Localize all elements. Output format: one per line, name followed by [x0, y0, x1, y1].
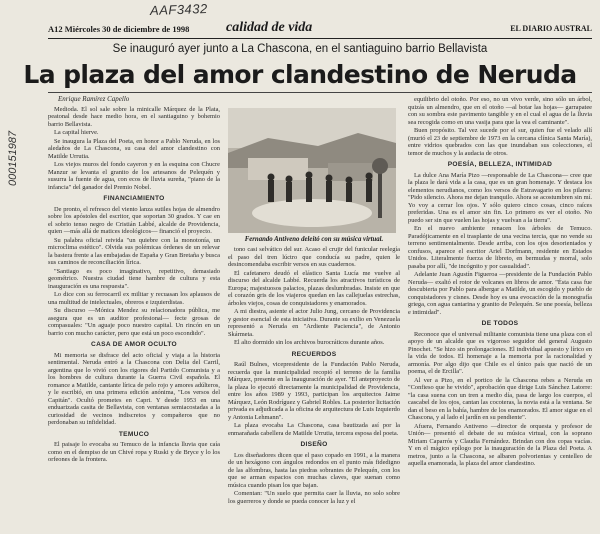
photo-illustration [228, 108, 396, 233]
section-title: calidad de vida [226, 20, 313, 35]
paragraph: Los diseñadores dicen que el paso copado en 1991, a la manera de un hexágono con ángulos redondos en el punto más fidedigno de las alfombras, hasta las piedras sobrantes de Pelequén, con los que se arman espacios con muchas claves, que suenan como música cuando pisan los que bajan. [228, 451, 400, 489]
article-column-3 [408, 96, 592, 534]
header-date: A12 Miércoles 30 de diciembre de 1998 [48, 24, 190, 34]
page-header [48, 22, 592, 39]
paragraph: El paisaje lo evocaba su Temuco de la infancia lluvia que caía como en el dempiso de un Chivé ropa y Ruski y de Bryce y lo los orfeones de la frontera. [48, 441, 220, 463]
paragraph: Adelante Juan Agustín Figueroa —presidente de la Fundación Pablo Neruda— exaltó el rotor de volcanes en libros de amor. "Ésta casa fue descubierta por Pablo para albergar a Matilde, un escogido y pueblo de conquistadores y cisnes. Desde hoy es una evocación de la monografía griega, con agua cantarina y granito de Pelequén. Se une poesía, belleza e intimidad". [408, 271, 592, 316]
paragraph: La capital hierve. [54, 129, 99, 136]
paragraph: De pronto, el refresco del viento lanza sutiles hojas de almendro sobre los apóstoles del escritor, que soportan 30 grados. Y cae en el sobrio tenso negro de Cristián Labbé, alcalde de Providencia, quien —más allá de matices ideológicos— financió el proyecto. [48, 205, 220, 235]
archive-stamp: AAF3432 [149, 0, 208, 19]
paragraph: El alto dormido sin los archivos burocráticos durante años. [234, 339, 385, 346]
paragraph: Lo dice con su ferrocarril ex militar y recuasan los aplausos de una multitud de intelectuales, obreros e izquierdistas. [48, 291, 220, 306]
article-kicker: Se inauguró ayer junto a La Chascona, en el santiaguino barrio Bellavista [112, 43, 488, 55]
paragraph: equilibrio del otoño. Por eso, no un vivo verde, sino sólo un árbol, quizás un almendro, que en el otoño —al botar las hojas— garrapatee con su sombra este pavimento tangible y en el cual el agua de la lluvia sea recogida como en una vasija para que la vea el caminante". [408, 96, 592, 126]
newspaper-name: EL DIARIO AUSTRAL [510, 24, 592, 33]
paragraph: Buen propósito. Tal vez sucede por el sur, quien fue el velado allí (murió el 23 de septiembre de 1973 en la cercana clínica Santa María), entre vidrios quebrados con las que inundaban sus colecciones, el temor de muchos y la audacia de otros. [408, 127, 592, 157]
paragraph: Se inaugura la Plaza del Poeta, en honor a Pablo Neruda, en los aledaños de La Chascona, su casa del amor clandestino con Matilde Urrutia. [48, 137, 220, 160]
paragraph: tono casi selvático del sur. Acaso el crujir del funicular reelegía el paso del tren lúctro que conducía su padre, quien le desincomendaba escribir versos en sus cuadernos. [228, 246, 400, 268]
subheading: FINANCIAMIENTO [103, 195, 165, 202]
paragraph: En el nuevo ambiente renacen los árboles de Temuco. Paradójicamente en el trasplante de una vecina tercia, que no vende su terreno sentimentalmente. Desde arriba, con los ojos desorientados y confusos, aparece el escritor Ariel Dorfmann, residente en Estados Unidos. Literalmente fuerza de libreto, en bermudas y morral, solo pasaba por allí, "de incógnito y por casualidad". [408, 225, 592, 270]
subheading: POESÍA, BELLEZA, INTIMIDAD [447, 161, 553, 168]
side-reference [3, 82, 17, 192]
paragraph: Comentan: "Un suelo que permita caer la lluvia, no solo sobre los guerreros y donde se pueda conocer la luz y el [228, 490, 400, 505]
article-column-2 [228, 246, 400, 534]
paragraph: Reconoce que el universal militante comunista tiene una plaza con el apoyo de un alcalde que es vigoroso seguidor del general Augusto Pinochet. "Se hizo sin prolongaciones. El individual apuesto y lírico en la vida de todos. El homenaje a la memoria por la racionalidad y armonía. Por algo dijo que Chile es el único país que nació de un poema, el de Ercilla". [408, 330, 592, 375]
paragraph: La dulce Ana María Pizo —responsable de La Chascona— cree que la plaza le dará vida a la casa, que es un gran homenaje. Y destaca los elementos nerudianos, como los versos de Estravagario en los pilares: "Pido silencio. Ahora me dejan tranquilo. Ahora se acostumbren sin mí. Yo voy a cerrar los ojos. Y sólo quiero cinco cosas, cinco raíces preferidas. Una es el amor sin fin. Lo primero es ver el otoño. No puedo ser sin que vuelen las hojas y vuelvan a la tierra". [408, 171, 592, 224]
article-byline: Enrique Ramírez Capello [58, 96, 130, 103]
article-photo [228, 108, 396, 233]
paragraph: A mi diestra, asiente el actor Julio Jung, cercano de Providencia y gestor esencial de esta iniciativa. Durante su exilio en Venezuela representó a Neruda en "Ardiente Paciencia", de Antonio Skármeta. [228, 308, 400, 338]
subheading: RECUERDOS [291, 350, 337, 358]
subheading: CASA DE AMOR OCULTO [91, 341, 177, 348]
photo-caption: Fernando Antiveno deleitó con su música virtual. [244, 236, 384, 243]
subheading: DISEÑO [300, 441, 328, 448]
subheading: TEMUCO [118, 430, 150, 438]
article-headline: La plaza del amor clandestino de Neruda [23, 60, 577, 89]
article-column-1 [48, 96, 220, 534]
paragraph: Raúl Bulnes, vicepresidente de la Fundación Pablo Neruda, recuerda que la municipalidad recopió el terreno de la familia Márquez, presente en la inauguración de ayer. "El anteproyecto de la plaza lo ejecutó directamente la municipalidad de Providencia, entre los años 1989 y 1993, participan los arquitectos Jaime Márquez, León Rodríguez y Gabriel Robles. La posterior licitación privada es adjudicada a la oficina de arquitectura de Luis Izquierdo y Antonia Lehmann". [228, 361, 400, 421]
paragraph: Los viejos muros del fondo cayeron y en la esquina con Chucre Manzur se levanta el granito de los artesanos de Pelequén y susurra la fuente de agua, con ecos de lluvia sureña, "piano de la infancia" del ganador del Premio Nobel. [48, 161, 220, 191]
paragraph: Al ver a Pizo, en el portico de la Chascona rebes a Neruda en "Confieso que he vivido", aprobación que dirige Luis Sánchez Latorre: "la casa suena con un tren a medio día, pasa de largo los cuerpos, el cascabel de los ojos, cantan las cocoteras, la novia está a la ventana. Se dan el beso en la bahía, hambre de los enamorados. El amor sigue en el Chascona, y al lado el jardín en su pendiente". [408, 376, 592, 421]
paragraph: La plaza evocaba La Chascona, casa bautizada así por la enmarañada cabellera de Matilde Urrutia, tercera esposa del poeta. [228, 422, 400, 437]
paragraph: Su discurso —Mónica Mendez su relacionadora pública, me asegura que es un auditor profesional— fecte grosas de compasuales: "Un aguaje poco nuestro capital. Un rincón en un barrio con mucho carácter, pero que está un poco escondido". [48, 307, 220, 337]
side-reference-number: 000151987 [7, 130, 19, 186]
headline-rule [48, 92, 592, 93]
paragraph: Afuera, Fernando Antiveno —director de orquesta y profesor de Unión— presentó el debate de su música virtual, con la soprano Miriam Caparrós y Claudia Fernández. Brindan con dos copas vacías. Y en el mágico epílogo por la inauguración de la Plaza del Poeta. A metros, junto a la Chascona, se albaren polvorientas y centelleo de aquella enamorada, la plaza del amor clandestino. [408, 422, 592, 467]
subheading: DE TODOS [481, 320, 519, 327]
paragraph: Medioda. El sol sale sobre la minicalle Márquez de la Plata, peatonal desde hace medio hora, en el santiaguino y bohemio barrio Bellavista. [48, 105, 220, 128]
paragraph: "Santiago es poco imaginativo, repetitivo, demasiado geométrico. Nuestra ciudad tiene hambre de cultura y esta inauguración es una respuesta". [48, 267, 220, 290]
paragraph: El cafetanero deudó el elástico Santa Lucía me vuelve al discurso del alcalde Labbé. Recuerda los atractivos turísticos de Europa; majestuosos palacios, plazas deslumbradas. Insiste en que el corazón gris de los viajeros quedan en las callejuelas estrechas, árboles viejos, cosas de conquistadores y enamorados. [228, 269, 400, 307]
paragraph: Mi memoria se disfrace del acto oficial y viaja a la historia sentimental. Neruda entró a la Chascona con Delia del Carril, argentina que lo vivió con los rigores del Partido Comunista y a los hombres de cultura durante la Guerra Civil española. El romance a Matilde, cantante lírica de pelo rojo y amores adúlteros, y le escribió, en una primera edición anónima, "Los versos del Capitán". Ocultó prometes en Capri. Y desde 1953 en una enduarizada casita de Bellavista, con ventanas semiacostadas a la curiosidad de vecinos indiscretos y compañeros que no perdonaban su infidelidad. [48, 351, 220, 426]
paragraph: Su palabra oficial reivida "un quiebre con la monotonía, un microclima estético". Olvida sus polémicas órdenes de un relevar la bastera frente a las embajadas de España y Gran Bretaña y busca sus caminos de reconciliación lírica. [48, 236, 220, 266]
